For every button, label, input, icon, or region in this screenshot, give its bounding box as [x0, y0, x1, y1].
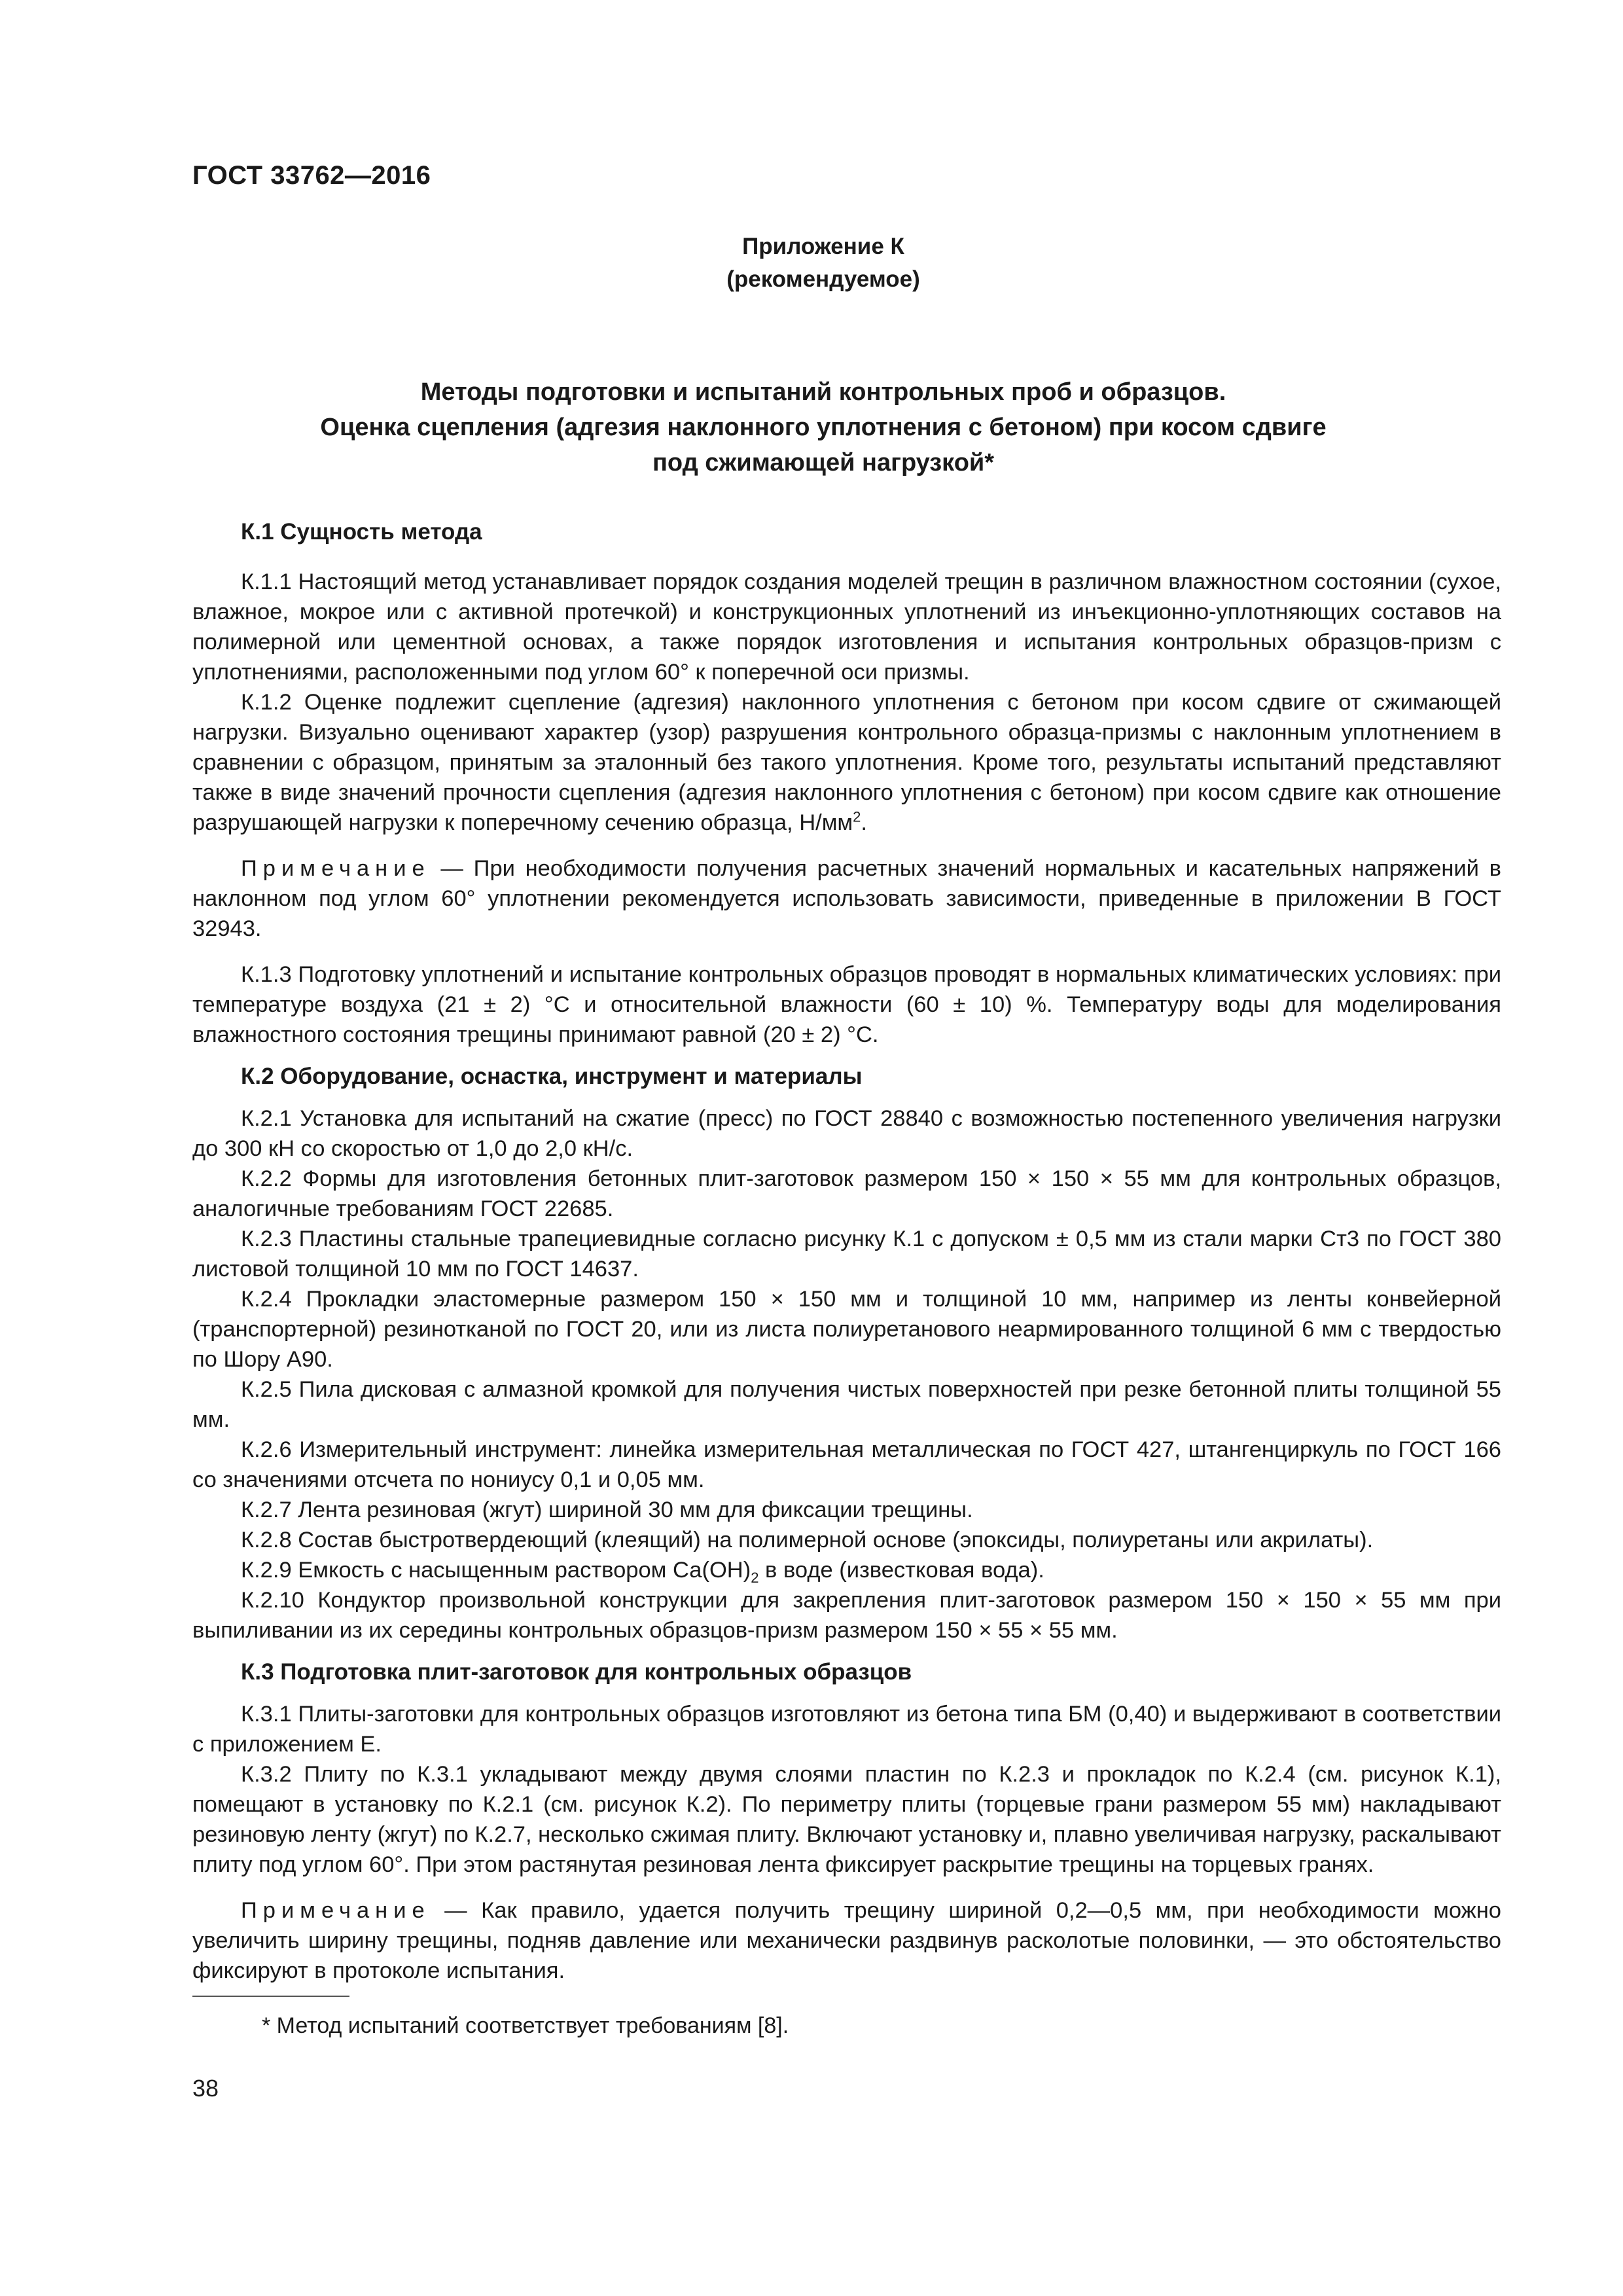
section-heading-k1: К.1 Сущность метода [241, 519, 482, 545]
appendix-title [0, 374, 1623, 480]
appendix-status: (рекомендуемое) [726, 266, 920, 292]
title-line-3: под сжимающей нагрузкой* [652, 449, 995, 476]
superscript: 2 [853, 808, 861, 825]
subscript: 2 [751, 1569, 759, 1586]
note-k1 [192, 853, 1501, 944]
footnote-divider [192, 1996, 349, 1997]
paragraph-k2-10: К.2.10 Кондуктор произвольной конструкции для закрепления плит-заготовок размером 150 × 150 × 55 мм при выпиливании из их середины контрольных образцов-призм размером 150 × 55 × 55 мм. [192, 1588, 1501, 1643]
section-heading-k3: К.3 Подготовка плит-заготовок для контрольных образцов [241, 1659, 912, 1685]
note-k3 [192, 1895, 1501, 1986]
section-heading-k2: К.2 Оборудование, оснастка, инструмент и материалы [241, 1064, 863, 1089]
paragraph-k3-2: К.3.2 Плиту по К.3.1 укладывают между двумя слоями пластин по К.2.3 и прокладок по К.2.4 (см. рисунок К.1), помещают в установку по К.2.1 (см. рисунок К.2). По периметру плиты (торцевые грани размером 55 мм) накладывают резиновую ленту (жгут) по К.2.7, несколько сжимая плиту. Включают установку и, плавно увеличивая нагрузку, раскалывают плиту под углом 60°. При этом растянутая резиновая лента фиксирует раскрытие трещины на торцевых гранях. [192, 1762, 1501, 1877]
note-label: Примечание [241, 1898, 431, 1923]
appendix-heading [0, 230, 1623, 296]
paragraph-k2-1: К.2.1 Установка для испытаний на сжатие (пресс) по ГОСТ 28840 с возможностью постепенного увеличения нагрузки до 300 кН со скоростью от 1,0 до 2,0 кН/с. [192, 1106, 1501, 1161]
paragraph-k2-3: К.2.3 Пластины стальные трапециевидные согласно рисунку К.1 с допуском ± 0,5 мм из стали марки Ст3 по ГОСТ 380 листовой толщиной 10 мм по ГОСТ 14637. [192, 1227, 1501, 1282]
appendix-label: Приложение К [742, 234, 904, 259]
title-line-2: Оценка сцепления (адгезия наклонного уплотнения с бетоном) при косом сдвиге [320, 414, 1327, 441]
paragraph-k1-2-text: К.1.2 Оценке подлежит сцепление (адгезия) наклонного уплотнения с бетоном при косом сдвиге от сжимающей нагрузки. Визуально оценивают характер (узор) разрушения контрольного образца-призмы с наклонным уплотнением в сравнении с образцом, принятым за эталонный без такого уплотнения. Кроме того, результаты испытаний представляют также в виде значений прочности сцепления (адгезия наклонного уплотнения с бетоном) при косом сдвиге как отношение разрушающей нагрузки к поперечному сечению образца, Н/мм [192, 690, 1501, 835]
note-text: — Как правило, удается получить трещину шириной 0,2—0,5 мм, при необходимости можно увеличить ширину трещины, подняв давление или механически раздвинув расколотые половинки, — это обстоятельство фиксируют в протоколе испытания. [192, 1898, 1501, 1983]
paragraph-k2-9 [192, 1555, 1501, 1585]
paragraph-k2-9-end: в воде (известковая вода). [758, 1558, 1044, 1583]
footnote: * Метод испытаний соответствует требованиям [8]. [262, 2013, 789, 2038]
paragraph-k2-9-text: К.2.9 Емкость с насыщенным раствором Са(ОН) [241, 1558, 751, 1583]
paragraph-k1-2 [192, 687, 1501, 838]
paragraph-k2-7: К.2.7 Лента резиновая (жгут) шириной 30 мм для фиксации трещины. [241, 1498, 973, 1522]
paragraph-k2-6: К.2.6 Измерительный инструмент: линейка измерительная металлическая по ГОСТ 427, штангенциркуль по ГОСТ 166 со значениями отсчета по нониусу 0,1 и 0,05 мм. [192, 1437, 1501, 1492]
paragraph-k2-4: К.2.4 Прокладки эластомерные размером 150 × 150 мм и толщиной 10 мм, например из ленты конвейерной (транспортерной) резинотканой по ГОСТ 20, или из листа полиуретанового неармированного толщиной 6 мм с твердостью по Шору А90. [192, 1287, 1501, 1372]
paragraph-k2-2: К.2.2 Формы для изготовления бетонных плит-заготовок размером 150 × 150 × 55 мм для контрольных образцов, аналогичные требованиям ГОСТ 22685. [192, 1166, 1501, 1221]
page-number: 38 [192, 2075, 219, 2102]
document-code: ГОСТ 33762—2016 [192, 161, 431, 190]
title-line-1: Методы подготовки и испытаний контрольных проб и образцов. [420, 378, 1226, 406]
paragraph-k2-8: К.2.8 Состав быстротвердеющий (клеящий) на полимерной основе (эпоксиды, полиуретаны или акрилаты). [241, 1528, 1374, 1552]
paragraph-k1-1: К.1.1 Настоящий метод устанавливает порядок создания моделей трещин в различном влажностном состоянии (сухое, влажное, мокрое или с активной протечкой) и конструкционных уплотнений из инъекционно-уплотняющих составов на полимерной или цементной основах, а также порядок изготовления и испытания контрольных образцов-призм с уплотнениями, расположенными под углом 60° к поперечной оси призмы. [192, 569, 1501, 685]
paragraph-k1-2-end: . [861, 810, 867, 835]
paragraph-k2-5: К.2.5 Пила дисковая с алмазной кромкой для получения чистых поверхностей при резке бетонной плиты толщиной 55 мм. [192, 1377, 1501, 1432]
document-body [192, 517, 1501, 1986]
note-text: — При необходимости получения расчетных значений нормальных и касательных напряжений в наклонном под углом 60° уплотнении рекомендуется использовать зависимости, приведенные в приложении В ГОСТ 32943. [192, 856, 1501, 941]
note-label: Примечание [241, 856, 431, 881]
paragraph-k1-3: К.1.3 Подготовку уплотнений и испытание контрольных образцов проводят в нормальных климатических условиях: при температуре воздуха (21 ± 2) °С и относительной влажности (60 ± 10) %. Температуру воды для моделирования влажностного состояния трещины принимают равной (20 ± 2) °С. [192, 962, 1501, 1047]
paragraph-k3-1: К.3.1 Плиты-заготовки для контрольных образцов изготовляют из бетона типа БМ (0,40) и выдерживают в соответствии с приложением Е. [192, 1702, 1501, 1757]
